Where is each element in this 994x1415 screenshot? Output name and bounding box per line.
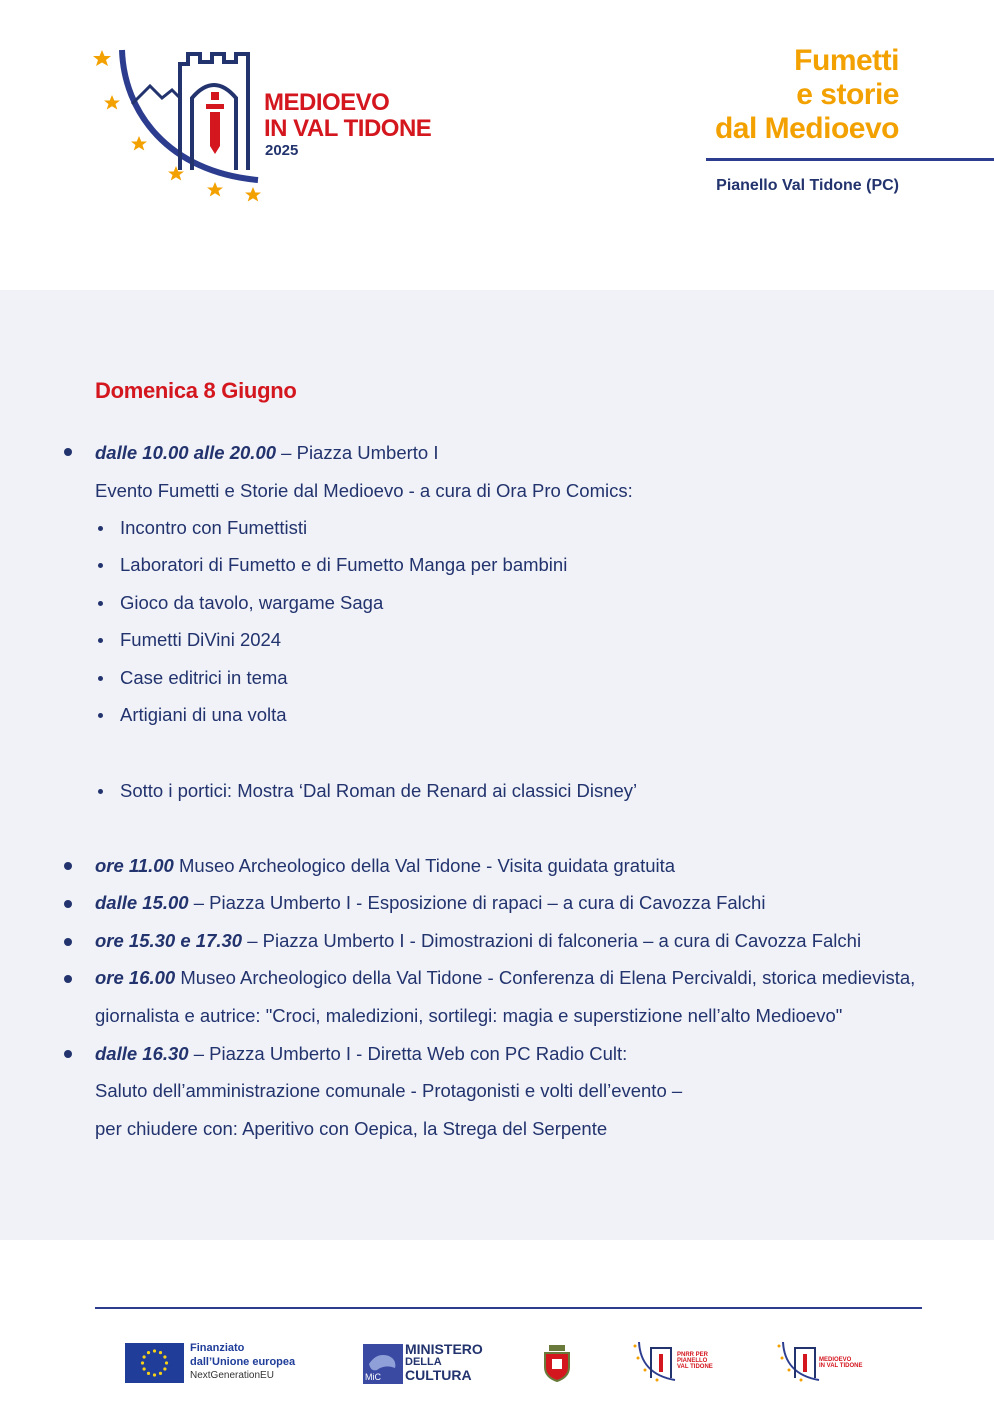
program-item-5 <box>95 967 915 989</box>
logo-line1: MEDIOEVO <box>264 89 390 116</box>
bullet <box>64 862 72 870</box>
sub-bullet <box>98 601 103 606</box>
sub-item: Fumetti DiVini 2024 <box>120 629 282 650</box>
medioevo-mini-logo <box>775 1340 870 1386</box>
medioevo-logo <box>88 42 448 202</box>
bullet <box>64 938 72 946</box>
event-title-line2: e storie <box>796 78 899 111</box>
day-title: Domenica 8 Giugno <box>95 378 297 403</box>
bullet <box>64 1050 72 1058</box>
sub-bullet <box>98 676 103 681</box>
item-text: – Piazza Umberto I - Dimostrazioni di falconeria – a cura di Cavozza Falchi <box>242 930 862 951</box>
item-time: ore 11.00 <box>95 855 174 876</box>
eu-flag-icon <box>125 1343 184 1383</box>
logo-year: 2025 <box>265 142 299 159</box>
sub-bullet <box>98 526 103 531</box>
bullet <box>64 448 72 456</box>
program-item-4 <box>95 930 861 952</box>
mic-line1: MINISTERO <box>405 1341 483 1357</box>
pnrr-line2: PIANELLO <box>677 1358 708 1364</box>
program-item-5-cont: giornalista e autrice: "Croci, maledizioni, sortilegi: magia e superstizione nell’alto Medioevo" <box>95 1005 843 1026</box>
sub-item: Gioco da tavolo, wargame Saga <box>120 592 384 613</box>
program-item-6-cont1: Saluto dell’amministrazione comunale - Protagonisti e volti dell’evento – <box>95 1080 683 1101</box>
pnrr-line1: PNRR PER <box>677 1352 709 1358</box>
municipal-crest-icon <box>541 1343 573 1388</box>
eu-line3: NextGenerationEU <box>190 1370 274 1381</box>
sub-item: Artigiani di una volta <box>120 704 287 725</box>
event-title-line3: dal Medioevo <box>714 112 899 145</box>
mini-line2: IN VAL TIDONE <box>819 1363 863 1369</box>
sub-bullet <box>98 563 103 568</box>
sub-item: Incontro con Fumettisti <box>120 517 308 538</box>
item-text: – Piazza Umberto I - Diretta Web con PC Radio Cult: <box>188 1043 628 1064</box>
item-time: ore 16.00 <box>95 967 176 988</box>
event-title-line1: Fumetti <box>794 44 899 77</box>
item-time: dalle 15.00 <box>95 892 189 913</box>
program-item-1-desc: Evento Fumetti e Storie dal Medioevo - a cura di Ora Pro Comics: <box>95 480 633 501</box>
program-item-2 <box>95 855 675 877</box>
pnrr-line3: VAL TIDONE <box>677 1364 713 1370</box>
item-text: – Piazza Umberto I - Esposizione di rapaci – a cura di Cavozza Falchi <box>188 892 766 913</box>
sub-item-extra: Sotto i portici: Mostra ‘Dal Roman de Renard ai classici Disney’ <box>120 780 638 801</box>
item-time: dalle 16.30 <box>95 1043 189 1064</box>
eu-line2: dall’Unione europea <box>190 1356 296 1368</box>
mini-line1: MEDIOEVO <box>819 1357 852 1363</box>
item-time: dalle 10.00 alle 20.00 <box>95 442 277 463</box>
mic-line2: DELLA <box>405 1356 442 1368</box>
sub-item: Laboratori di Fumetto e di Fumetto Manga per bambini <box>120 554 568 575</box>
mic-line3: CULTURA <box>405 1367 472 1383</box>
footer-divider <box>95 1307 922 1309</box>
castle-sword-icon <box>88 42 268 202</box>
event-title <box>715 44 899 146</box>
item-text: – Piazza Umberto I <box>276 442 439 463</box>
header-divider <box>706 158 994 161</box>
bullet <box>64 975 72 983</box>
sub-bullet <box>98 789 103 794</box>
logo-line2: IN VAL TIDONE <box>264 115 432 142</box>
item-time: ore 15.30 e 17.30 <box>95 930 243 951</box>
sub-bullet <box>98 638 103 643</box>
sub-bullet <box>98 713 103 718</box>
program-item-1 <box>95 442 438 464</box>
sub-item: Case editrici in tema <box>120 667 288 688</box>
eu-funding-logo <box>125 1341 320 1387</box>
item-text: Museo Archeologico della Val Tidone - Visita guidata gratuita <box>173 855 676 876</box>
event-place: Pianello Val Tidone (PC) <box>716 177 899 194</box>
bullet <box>64 900 72 908</box>
pnrr-pianello-logo <box>631 1340 721 1386</box>
item-text: Museo Archeologico della Val Tidone - Conferenza di Elena Percivaldi, storica medievista, <box>175 967 916 988</box>
ministero-emblem-icon <box>363 1344 403 1384</box>
ministero-cultura-logo <box>363 1342 488 1386</box>
program-item-6-cont2: per chiudere con: Aperitivo con Oepica, la Strega del Serpente <box>95 1118 608 1139</box>
program-item-6 <box>95 1043 627 1065</box>
program-item-3 <box>95 892 765 914</box>
eu-line1: Finanziato <box>190 1342 245 1354</box>
mic-abbr: MiC <box>365 1372 381 1382</box>
